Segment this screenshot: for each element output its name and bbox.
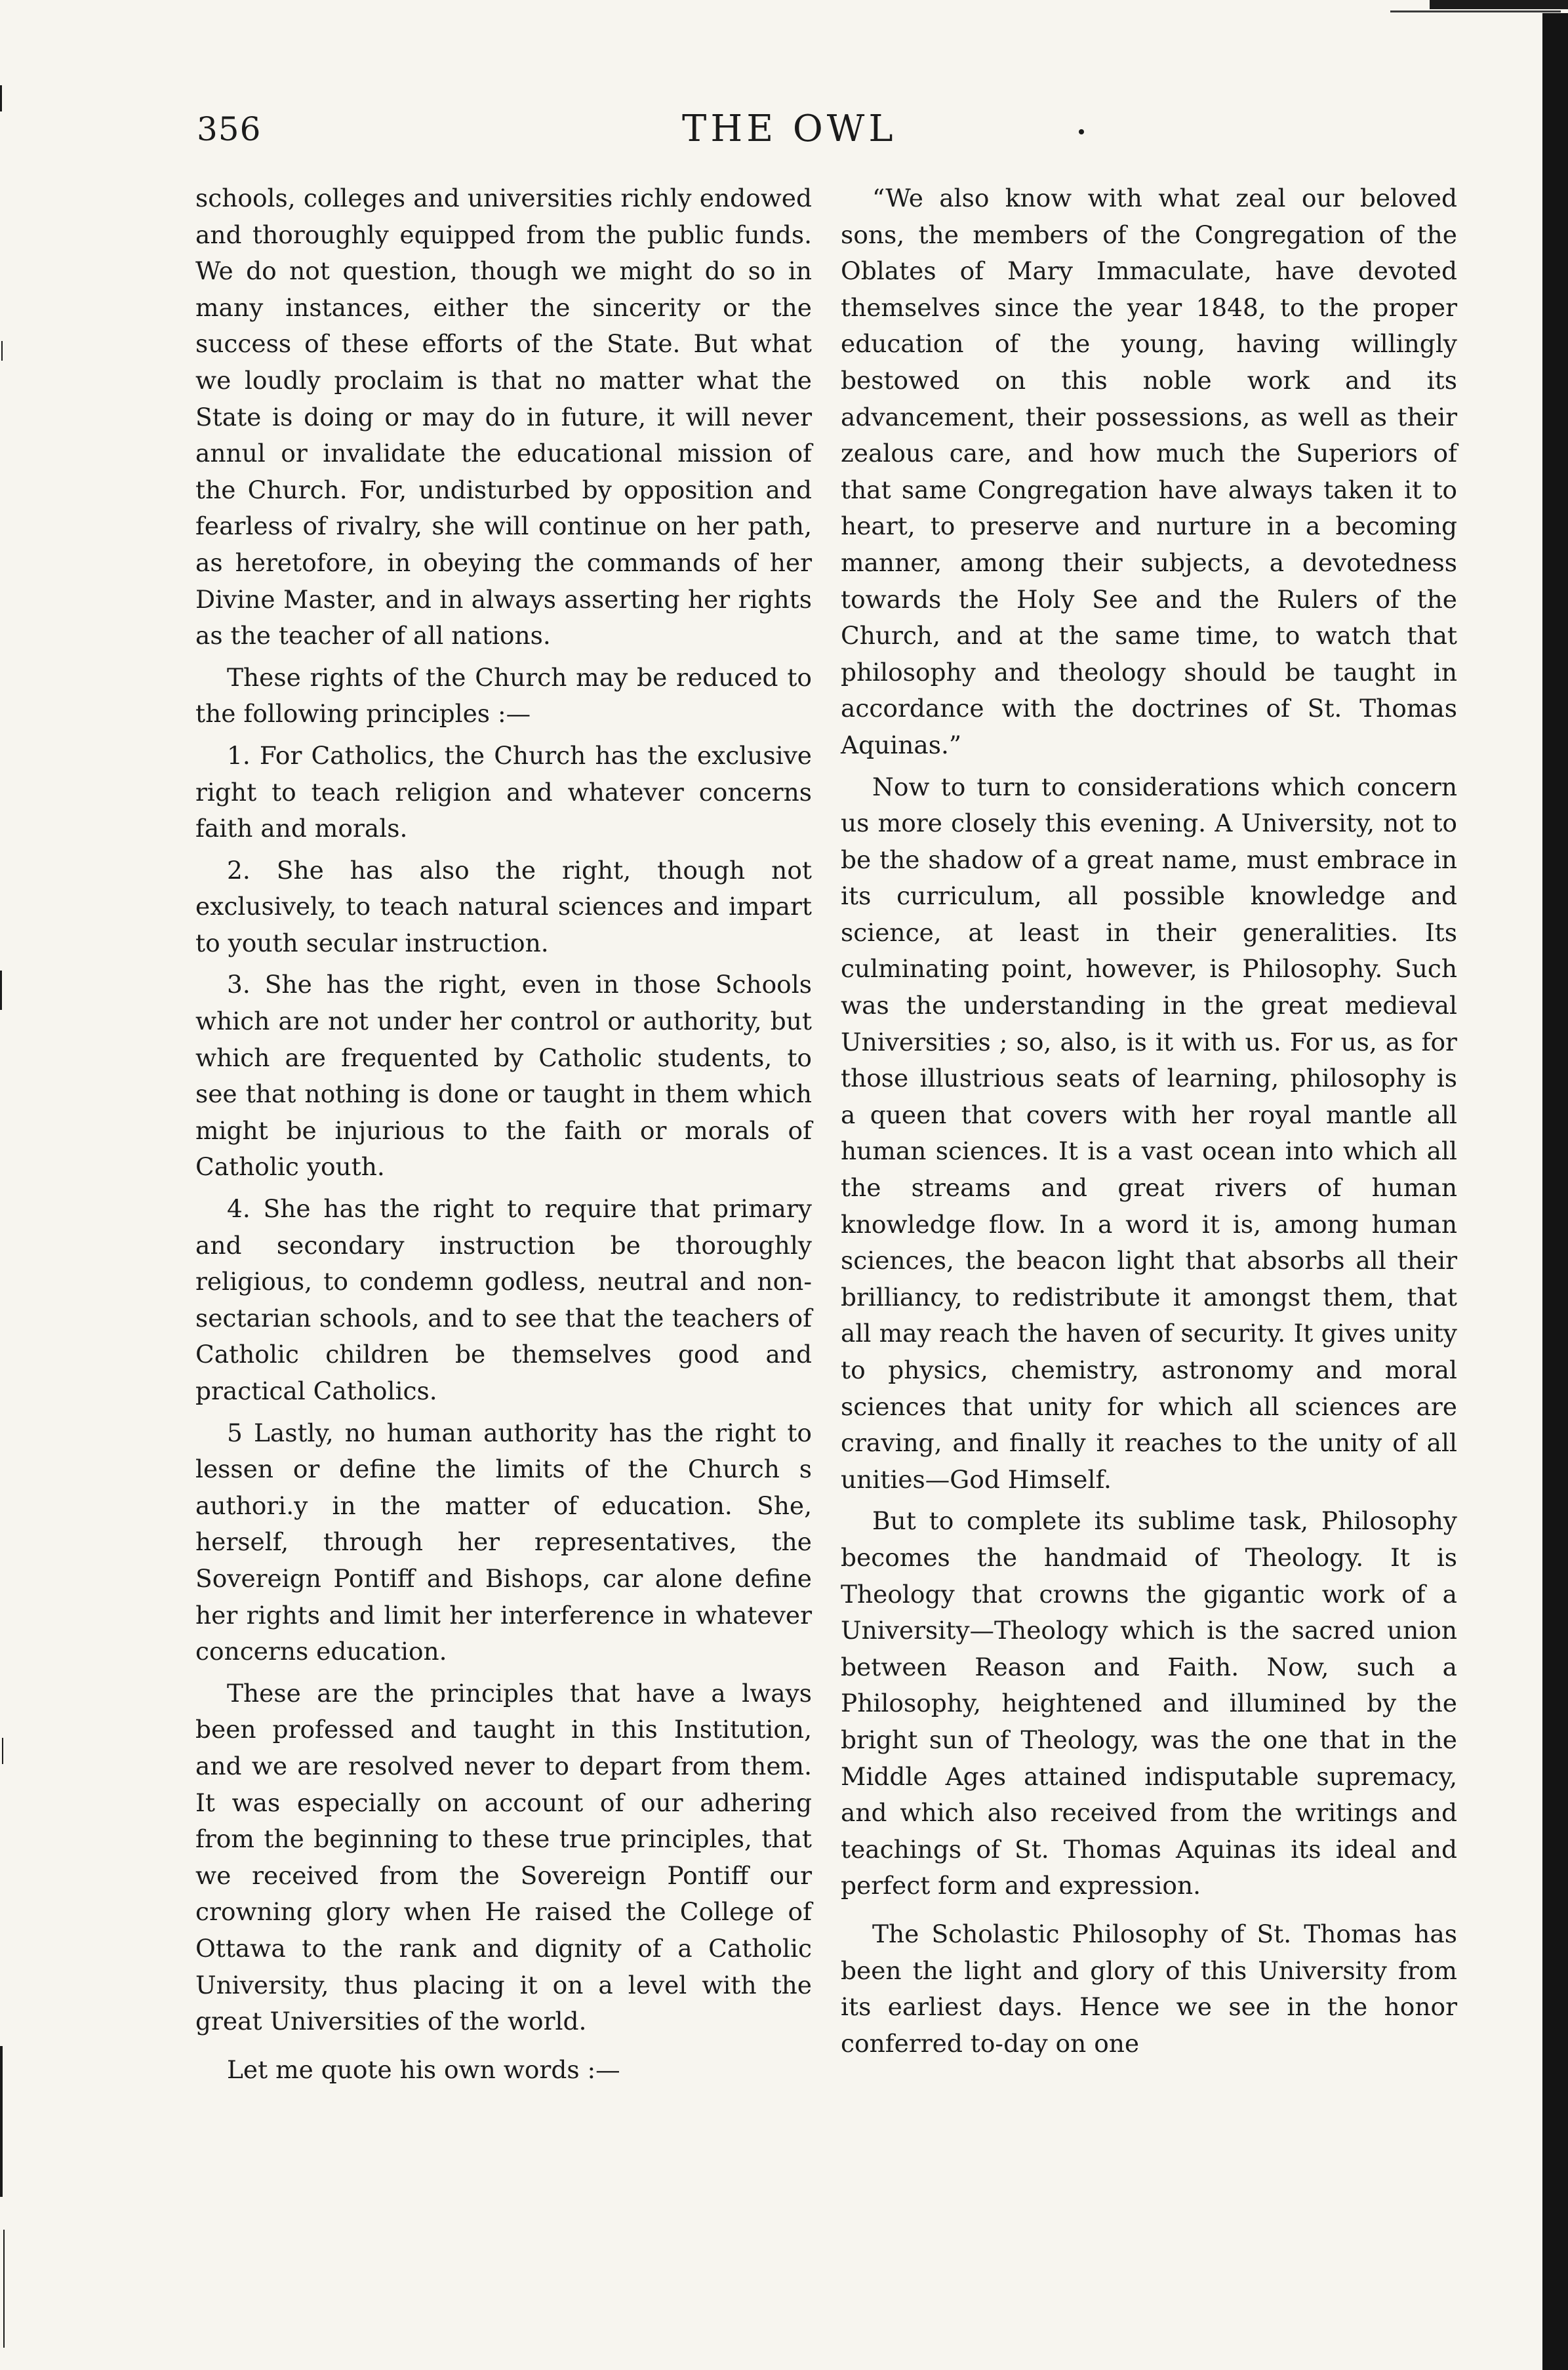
top-edge-rule xyxy=(1430,0,1568,9)
list-item-2: 2. She has also the right, though not exclusively, to teach natural sciences and impart to youth secular instruction. xyxy=(195,855,812,957)
quotation: “We also know with what zeal our beloved sons, the members of the Congregation of the Oblates of Mary Immaculate, have devoted themselves since the year 1848, to the proper education of the young, having willingly bestowed on this noble work and its advancement, their possessions, as well as their zealous care, and how much the Superiors of that same Congregation have always taken it to heart, to preserve and nurture in a becoming manner, among their subjects, a devotedness towards the Holy See and the Rulers of the Church, and at the same time, to watch that philosophy and theology should be taught in accordance with the doctrines of St. Thomas Aquinas.” xyxy=(841,184,1457,759)
list-item-3: 3. She has the right, even in those Schools which are not under her control or authority, but which are frequented by Catholic students, to see that nothing is done or taught in them which might be injurious to the faith or morals of Catholic youth. xyxy=(195,970,812,1182)
paragraph: These rights of the Church may be reduced to the following principles :— xyxy=(195,662,812,729)
paragraph: Now to turn to considerations which concern us more closely this evening. A University, not to be the shadow of a great name, must embrace in its curriculum, all possible knowledge and science, at least in their generalities. Its culminating point, however, is Philosophy. Such was the understanding in the great medieval Universities ; so, also, is it with us. For us, as for those illustrious seats of learning, philosophy is a queen that covers with her royal mantle all human sciences. It is a vast ocean into which all the streams and great rivers of human knowledge flow. In a word it is, among human sciences, the beacon light that absorbs all their brilliancy, to redistribute it amongst them, that all may reach the haven of security. It gives unity to physics, chemistry, astronomy and moral sciences that unity for which all sciences are craving, and finally it reaches to the unity of all unities—God Himself. xyxy=(841,772,1457,1494)
right-column xyxy=(841,180,1457,2067)
header-dot xyxy=(1079,129,1084,134)
list-item-4: 4. She has the right to require that primary and secondary instruction be thoroughly religious, to condemn godless, neutral and non-sectarian schools, and to see that the teachers of Catholic children be themselves good and practical Catholics. xyxy=(195,1194,812,1405)
paragraph: The Scholastic Philosophy of St. Thomas has been the light and glory of this University from its earliest days. Hence we see in the honor conferred to-day on one xyxy=(841,1919,1457,2058)
edge-speck xyxy=(3,2230,5,2348)
paragraph: But to complete its sublime task, Philosophy becomes the handmaid of Theology. It is Theology that crowns the gigantic work of a University—Theology which is the sacred union between Reason and Faith. Now, such a Philosophy, heightened and illumined by the bright sun of Theology, was the one that in the Middle Ages attained indisputable supremacy, and which also received from the writings and teachings of St. Thomas Aquinas its ideal and perfect form and expression. xyxy=(841,1506,1457,1900)
page-header xyxy=(0,98,1535,151)
edge-speck xyxy=(0,2046,3,2197)
list-item-1: 1. For Catholics, the Church has the exclusive right to teach religion and whatever concerns faith and morals. xyxy=(195,740,812,843)
page-number: 356 xyxy=(197,110,262,148)
paragraph: Let me quote his own words :— xyxy=(227,2055,620,2084)
list-item-5: 5 Lastly, no human authority has the right to lessen or define the limits of the Church s authori.y in the matter of education. She, herself, through her representatives, the Sovereign Pontiff and Bishops, car alone define her rights and limit her interference in whatever concerns education. xyxy=(195,1418,812,1666)
edge-speck xyxy=(1,341,3,361)
left-column xyxy=(195,180,812,2093)
top-edge-thin-rule xyxy=(1390,10,1561,12)
edge-speck xyxy=(0,971,2,1010)
paragraph: schools, colleges and universities richly endowed and thoroughly equipped from the public funds. We do not question, though we might do so in many instances, either the sincerity or the success of these efforts of the State. But what we loudly proclaim is that no matter what the State is doing or may do in future, it will never annul or invalidate the educational mission of the Church. For, undisturbed by opposition and fearless of rivalry, she will continue on her path, as heretofore, in obeying the commands of her Divine Master, and in always asserting her rights as the teacher of all nations. xyxy=(195,184,812,651)
right-scan-border xyxy=(1542,13,1568,2370)
paragraph: These are the principles that have a lways been professed and taught in this Institution, and we are resolved never to depart from them. It was especially on account of our adhering from the beginning to these true principles, that we received from the Sovereign Pontiff our crowning glory when He raised the College of Ottawa to the rank and dignity of a Catholic University, thus placing it on a level with the great Universities of the world. xyxy=(195,1678,812,2036)
running-title: THE OWL xyxy=(682,108,897,150)
edge-speck xyxy=(2,1738,3,1764)
left-scan-edge xyxy=(0,0,20,2370)
